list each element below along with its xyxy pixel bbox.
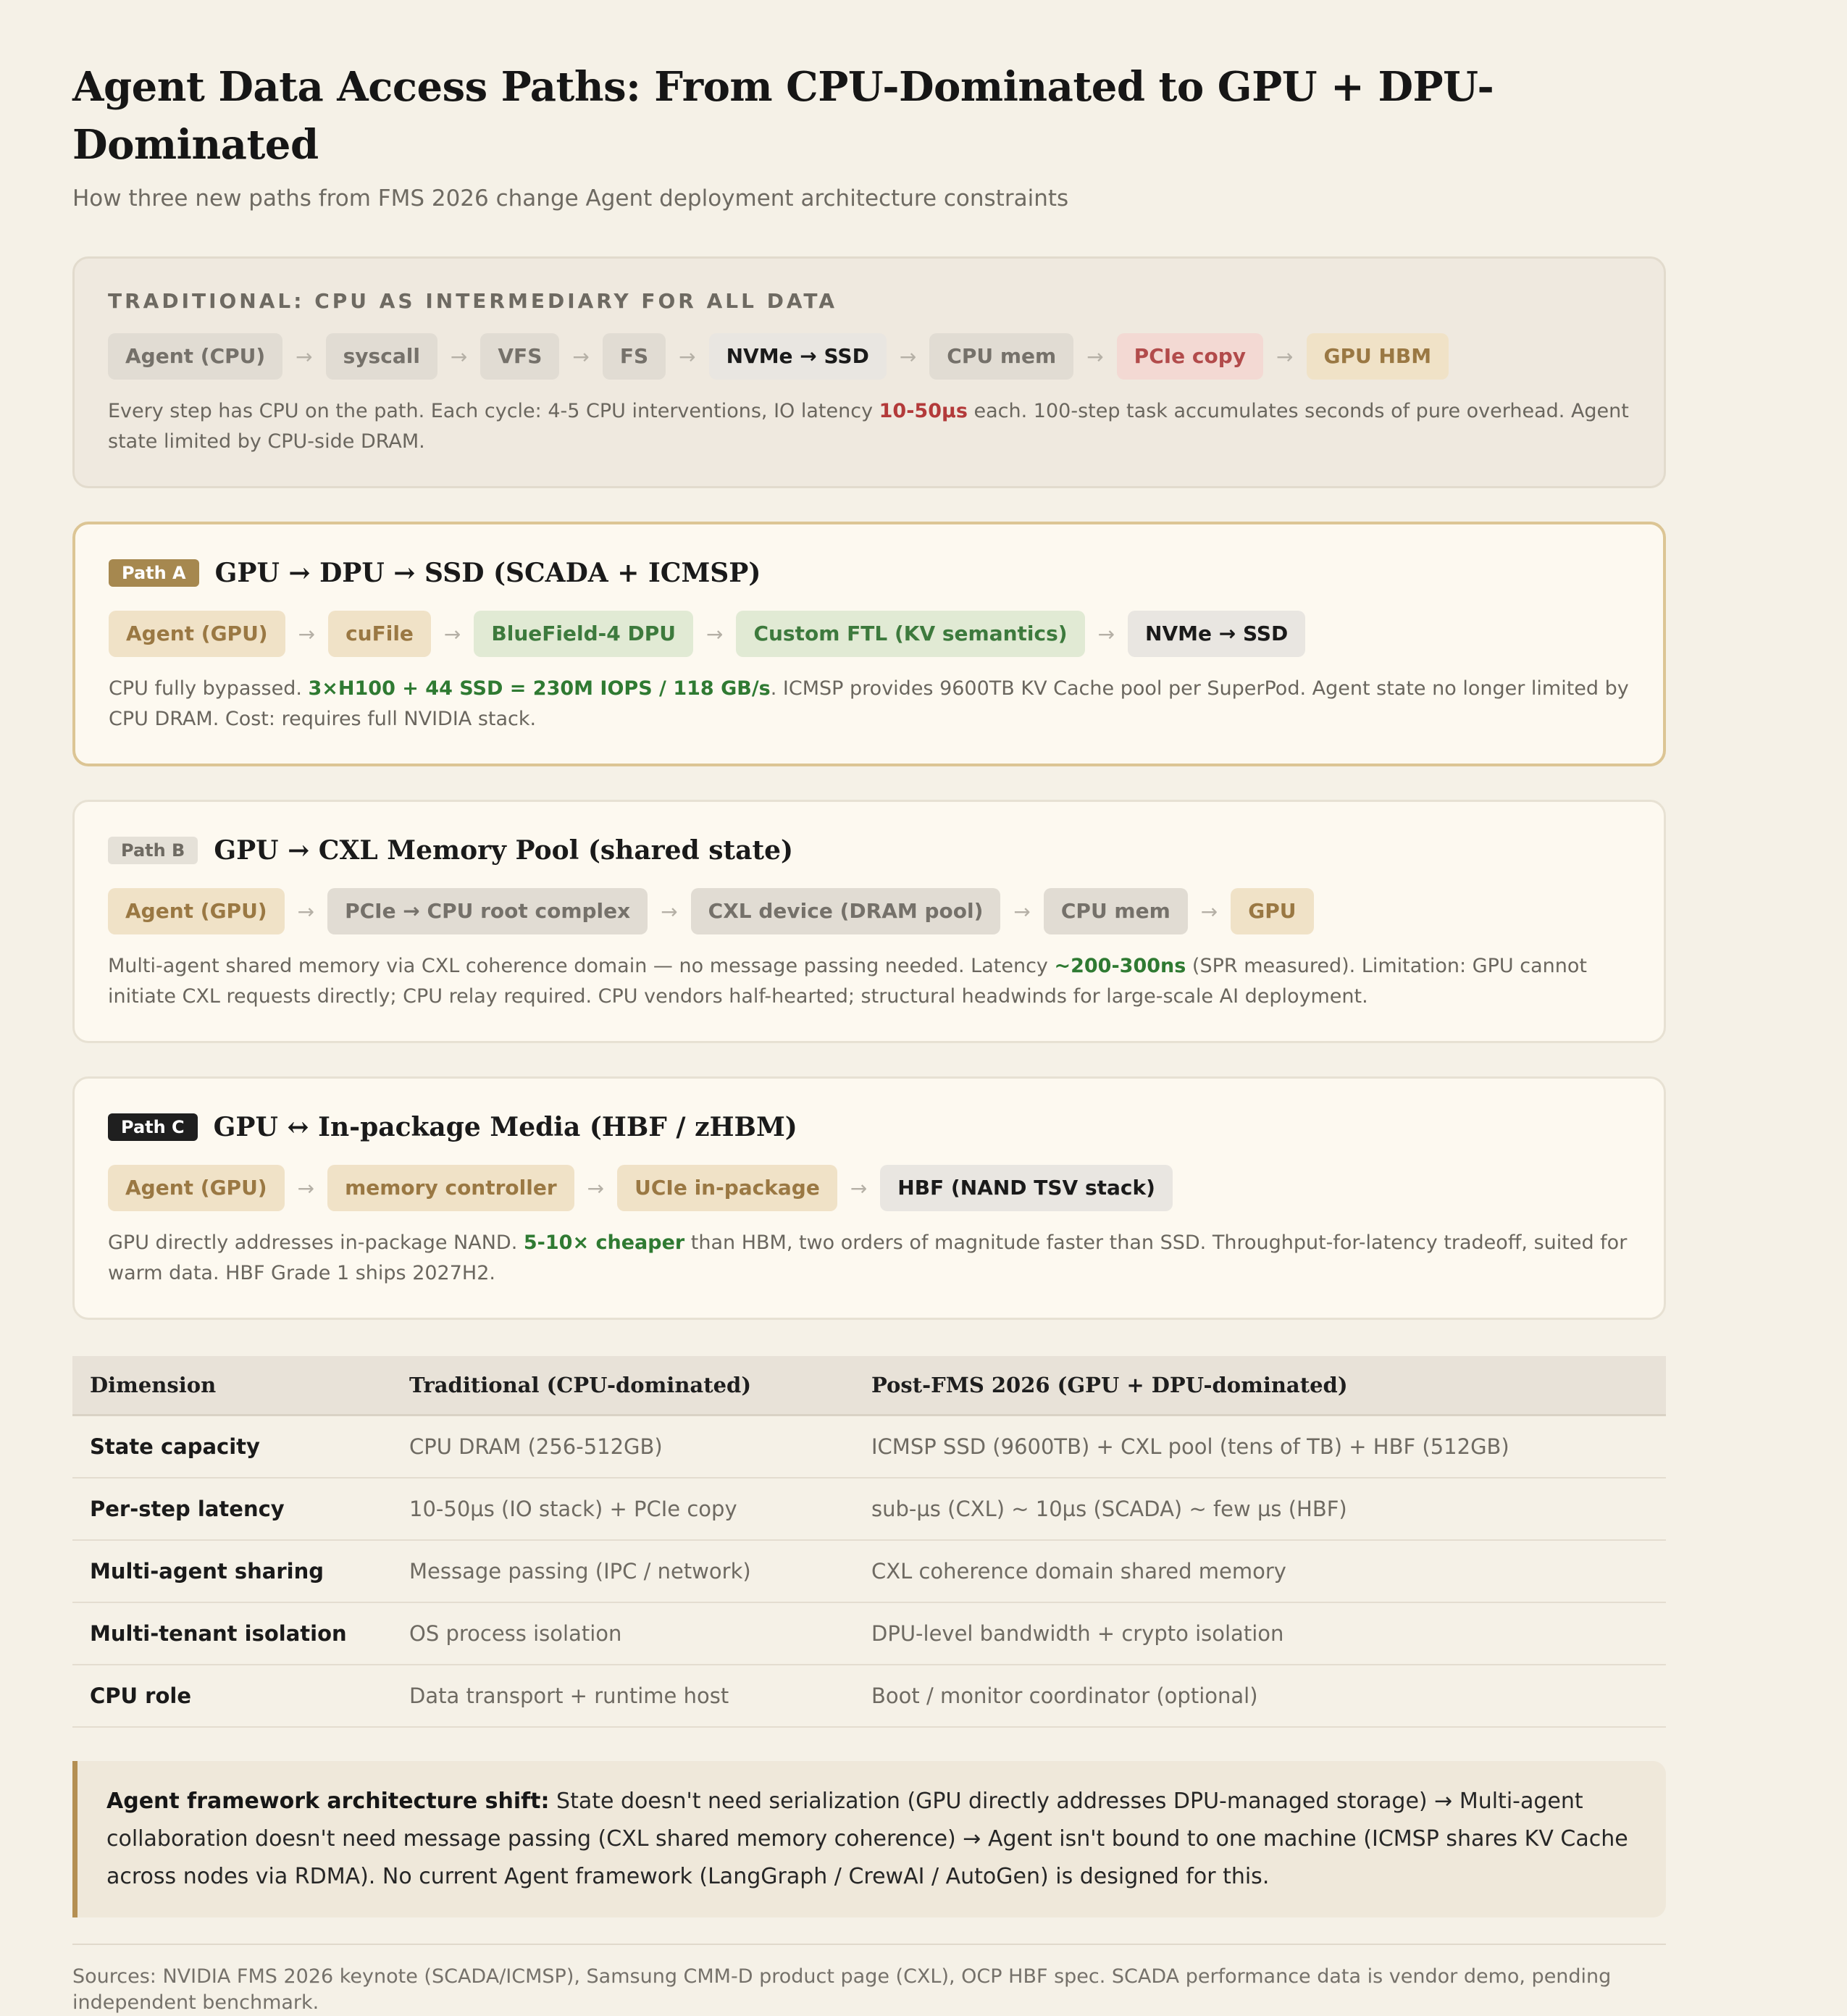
flow-node: syscall [326,333,437,380]
flow-node: cuFile [328,611,431,657]
latency-highlight: 10-50µs [879,400,968,422]
sources-footnote: Sources: NVIDIA FMS 2026 keynote (SCADA/ICMSP), Samsung CMM-D product page (CXL), OCP HBF spec. SCADA performance data is vendor demo, pending independent benchmark. [72,1944,1666,2016]
flow-node: Agent (GPU) [108,1165,285,1211]
arrow-right-icon: → [297,899,315,924]
path-c-card [72,1076,1666,1320]
flow-node: memory controller [327,1165,574,1211]
flow-node: FS [603,333,666,380]
arrow-right-icon: → [572,344,590,369]
column-header: Dimension [72,1356,392,1415]
path-b-header [108,832,1630,869]
desc-text: Every step has CPU on the path. Each cycle: 4-5 CPU interventions, IO latency [108,400,879,422]
arrow-right-icon: → [587,1176,605,1200]
flow-node: PCIe copy [1117,333,1263,380]
table-row [72,1478,1666,1540]
table-cell: Data transport + runtime host [392,1665,854,1727]
arrow-right-icon: → [1276,344,1294,369]
table-cell: OS process isolation [392,1602,854,1665]
flow-node: GPU HBM [1307,333,1449,380]
traditional-description [108,396,1630,457]
path-a-badge: Path A [109,559,199,587]
flow-node: BlueField-4 DPU [474,611,693,657]
desc-text: Multi-agent shared memory via CXL coherence domain — no message passing needed. Latency [108,955,1055,977]
arrow-right-icon: → [296,344,313,369]
dimension-cell: Multi-tenant isolation [72,1602,392,1665]
desc-text: than HBM, two orders of magnitude faster than SSD. Throughput-for-latency tradeoff, suited for warm data. HBF Grade 1 ships 2027H2. [108,1231,1628,1284]
flow-node: Agent (CPU) [108,333,282,380]
desc-text: GPU directly addresses in-package NAND. [108,1231,524,1254]
desc-text: . ICMSP provides 9600TB KV Cache pool per SuperPod. Agent state no longer limited by CPU DRAM. Cost: requires full NVIDIA stack. [109,677,1629,730]
architecture-shift-callout [72,1761,1666,1917]
desc-text: each. 100-step task accumulates seconds of pure overhead. Agent state limited by CPU-side DRAM. [108,400,1629,453]
callout-lead: Agent framework architecture shift: [106,1789,550,1814]
arrow-right-icon: → [661,899,678,924]
table-cell: CXL coherence domain shared memory [854,1540,1666,1602]
path-b-title: GPU → CXL Memory Pool (shared state) [214,835,794,866]
dimension-cell: State capacity [72,1415,392,1478]
table-cell: Message passing (IPC / network) [392,1540,854,1602]
flow-node: NVMe → SSD [709,333,887,380]
path-c-description [108,1228,1630,1289]
arrow-right-icon: → [1200,899,1218,924]
path-c-badge: Path C [108,1113,198,1141]
flow-node: Agent (GPU) [108,888,285,934]
desc-text: CPU fully bypassed. [109,677,309,700]
path-b-card [72,800,1666,1043]
path-b-badge: Path B [108,837,198,864]
table-header-row [72,1356,1666,1415]
page-title: Agent Data Access Paths: From CPU-Dominated to GPU + DPU-Dominated [72,63,1494,169]
path-a-description [109,674,1630,735]
arrow-right-icon: → [705,622,724,646]
flow-node: VFS [480,333,559,380]
arrow-right-icon: → [899,344,917,369]
arrow-right-icon: → [450,344,468,369]
path-b-flow [108,887,1630,935]
path-a-header [109,555,1630,591]
table-row [72,1602,1666,1665]
path-b-description [108,951,1630,1012]
table-cell: ICMSP SSD (9600TB) + CXL pool (tens of TB) + HBF (512GB) [854,1415,1666,1478]
flow-node: GPU [1231,888,1313,934]
cost-highlight: 5-10× cheaper [523,1231,685,1254]
dimension-cell: Multi-agent sharing [72,1540,392,1602]
table-cell: sub-µs (CXL) ~ 10µs (SCADA) ~ few µs (HBF) [854,1478,1666,1540]
arrow-right-icon: → [443,622,461,646]
table-cell: DPU-level bandwidth + crypto isolation [854,1602,1666,1665]
traditional-path-card [72,256,1666,488]
page [72,58,1666,2016]
latency-highlight: ~200-300ns [1054,955,1186,977]
traditional-flow [108,332,1630,380]
desc-text: (SPR measured). Limitation: GPU cannot initiate CXL requests directly; CPU relay required. CPU vendors half-hearted; structural headwinds for large-scale AI deployment. [108,955,1587,1008]
path-c-title: GPU ↔ In-package Media (HBF / zHBM) [213,1112,797,1142]
traditional-label: TRADITIONAL: CPU AS INTERMEDIARY FOR ALL DATA [108,289,838,313]
dimension-cell: CPU role [72,1665,392,1727]
flow-node: Custom FTL (KV semantics) [736,611,1084,657]
arrow-right-icon: → [1086,344,1104,369]
flow-node: NVMe → SSD [1128,611,1305,657]
flow-node: CPU mem [1044,888,1188,934]
table-cell: Boot / monitor coordinator (optional) [854,1665,1666,1727]
path-a-title: GPU → DPU → SSD (SCADA + ICMSP) [214,558,761,588]
path-a-card [72,522,1666,766]
flow-node: UCIe in-package [617,1165,837,1211]
column-header: Traditional (CPU-dominated) [392,1356,854,1415]
arrow-right-icon: → [298,622,316,646]
arrow-right-icon: → [679,344,696,369]
comparison-table [72,1356,1666,1728]
flow-node: HBF (NAND TSV stack) [880,1165,1173,1211]
path-c-header [108,1109,1630,1145]
flow-node: Agent (GPU) [109,611,285,657]
flow-node: CPU mem [929,333,1073,380]
table-row [72,1665,1666,1727]
table-row [72,1540,1666,1602]
arrow-right-icon: → [1013,899,1031,924]
column-header: Post-FMS 2026 (GPU + DPU-dominated) [854,1356,1666,1415]
dimension-cell: Per-step latency [72,1478,392,1540]
callout-body: State doesn't need serialization (GPU directly addresses DPU-managed storage) → Multi-agent collaboration doesn't need message passing (CXL shared memory coherence) → Agent isn't bound to one machine (ICMSP shares KV Cache across nodes via RDMA). No current Agent framework (LangGraph / CrewAI / AutoGen) is designed for this. [106,1789,1628,1889]
arrow-right-icon: → [1097,622,1115,646]
flow-node: PCIe → CPU root complex [327,888,648,934]
table-row [72,1415,1666,1478]
throughput-highlight: 3×H100 + 44 SSD = 230M IOPS / 118 GB/s [308,677,771,700]
table-cell: CPU DRAM (256-512GB) [392,1415,854,1478]
arrow-right-icon: → [297,1176,315,1200]
path-c-flow [108,1164,1630,1212]
page-subtitle: How three new paths from FMS 2026 change Agent deployment architecture constraints [72,185,1069,212]
path-a-flow [109,610,1630,658]
arrow-right-icon: → [850,1176,868,1200]
flow-node: CXL device (DRAM pool) [691,888,1001,934]
table-cell: 10-50µs (IO stack) + PCIe copy [392,1478,854,1540]
